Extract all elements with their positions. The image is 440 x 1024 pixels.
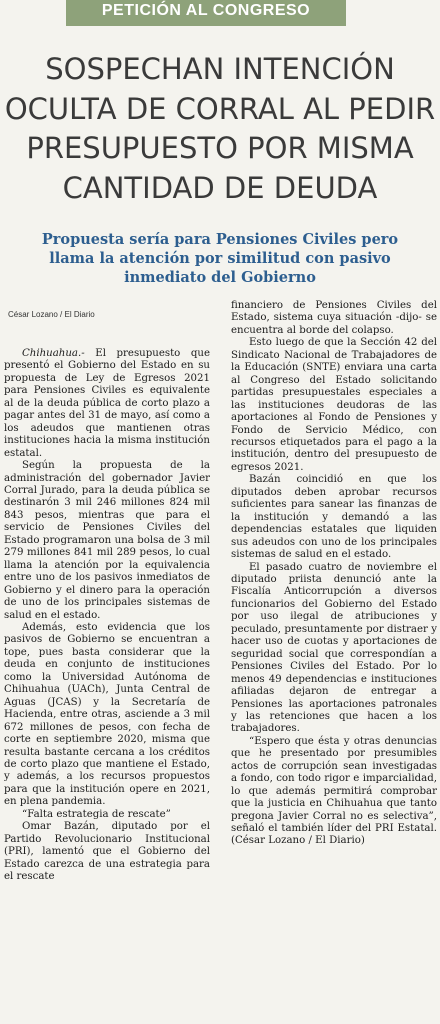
paragraph: financiero de Pensiones Civiles del Estado, sistema cuya situación -dijo- se encuentra al borde del colapso. <box>231 300 437 336</box>
section-tag: PETICIÓN AL CONGRESO <box>66 0 346 26</box>
paragraph: Omar Bazán, diputado por el Partido Revolucionario Institucional (PRI), lamentó que el Gobierno del Estado carezca de una estrategia para el rescate <box>4 821 210 883</box>
paragraph: Además, esto evidencia que los pasivos de Gobierno se encuentran a tope, pues basta considerar que la deuda en conjunto de instituciones como la Universidad Autónoma de Chihuahua (UACh), Junta Central de Aguas (JCAS) y la Secretaría de Hacienda, entre otras, asciende a 3 mil 672 millones de pesos, con fecha de corte en septiembre 2020, misma que resulta bastante cercana a los créditos de corto plazo que mantiene el Estado, y además, a los recursos propuestos para que la institución opere en 2021, en plena pandemia. <box>4 621 210 808</box>
paragraph: “Espero que ésta y otras denuncias que he presentado por presumibles actos de corrupción sean investigadas a fondo, con todo rigor e imparcialidad, lo que además permitirá comprobar que la justicia en Chihuahua que tanto pregona Javier Corral no es selectiva”, señaló el también líder del PRI Estatal. (César Lozano / El Diario) <box>231 735 437 847</box>
headline: SOSPECHAN INTENCIÓN OCULTA DE CORRAL AL PEDIR PRESUPUESTO POR MISMA CANTIDAD DE DEUDA <box>4 52 436 205</box>
paragraph <box>4 348 210 460</box>
paragraph: Según la propuesta de la administración del gobernador Javier Corral Jurado, para la deuda pública se destinarón 3 mil 246 millones 824 mil 843 pesos, mientras que para el servicio de Pensiones Civiles del Estado programaron una bolsa de 3 mil 279 millones 841 mil 289 pesos, lo cual llama la atención por la equivalencia entre uno de los pasivos inmediatos de Gobierno y el dinero para la operación de uno de los principales sistemas de salud en el estado. <box>4 460 210 621</box>
paragraph: El pasado cuatro de noviembre el diputado priista denunció ante la Fiscalía Anticorrupción a diversos funcionarios del Gobierno del Estado por uso ilegal de atribuciones y peculado, presuntamente por distraer y hacer uso de cuotas y aportaciones de seguridad social que correspondían a Pensiones Civiles del Estado. Por lo menos 49 dependencias e instituciones afiliadas dejaron de entregar a Pensiones las aportaciones patronales y las retenciones que hacen a los trabajadores. <box>231 561 437 735</box>
paragraph: Esto luego de que la Sección 42 del Sindicato Nacional de Trabajadores de la Educación (SNTE) enviara una carta al Congreso del Estado solicitando partidas presupuestales especiales a las instituciones deudoras de las aportaciones al Fondo de Pensiones y Fondo de Servicio Médico, con recursos etiquetados para el pago a la institución, dentro del presupuesto de egresos 2021. <box>231 337 437 473</box>
byline: César Lozano / El Diario <box>8 310 95 319</box>
paragraph-text: El presupuesto que presentó el Gobierno del Estado en su propuesta de Ley de Egresos 2021 para Pensiones Civiles es equivalente al de la deuda pública de corto plazo a pagar antes del 31 de mayo, así como a los adeudos que mantienen otras instituciones hacia la misma institución estatal. <box>4 348 210 459</box>
article-column-right <box>231 300 437 848</box>
section-subtitle: “Falta estrategia de rescate” <box>22 808 171 820</box>
dateline: Chihuahua.- <box>22 348 85 359</box>
subhead: Propuesta sería para Pensiones Civiles pero llama la atención por similitud con pasivo inmediato del Gobierno <box>41 231 399 286</box>
article-column-left <box>4 348 210 883</box>
paragraph: Bazán coincidió en que los diputados deben aprobar recursos suficientes para sanear las finanzas de la institución y demandó a las dependencias estatales que liquiden sus adeudos con uno de los principales sistemas de salud en el estado. <box>231 474 437 561</box>
